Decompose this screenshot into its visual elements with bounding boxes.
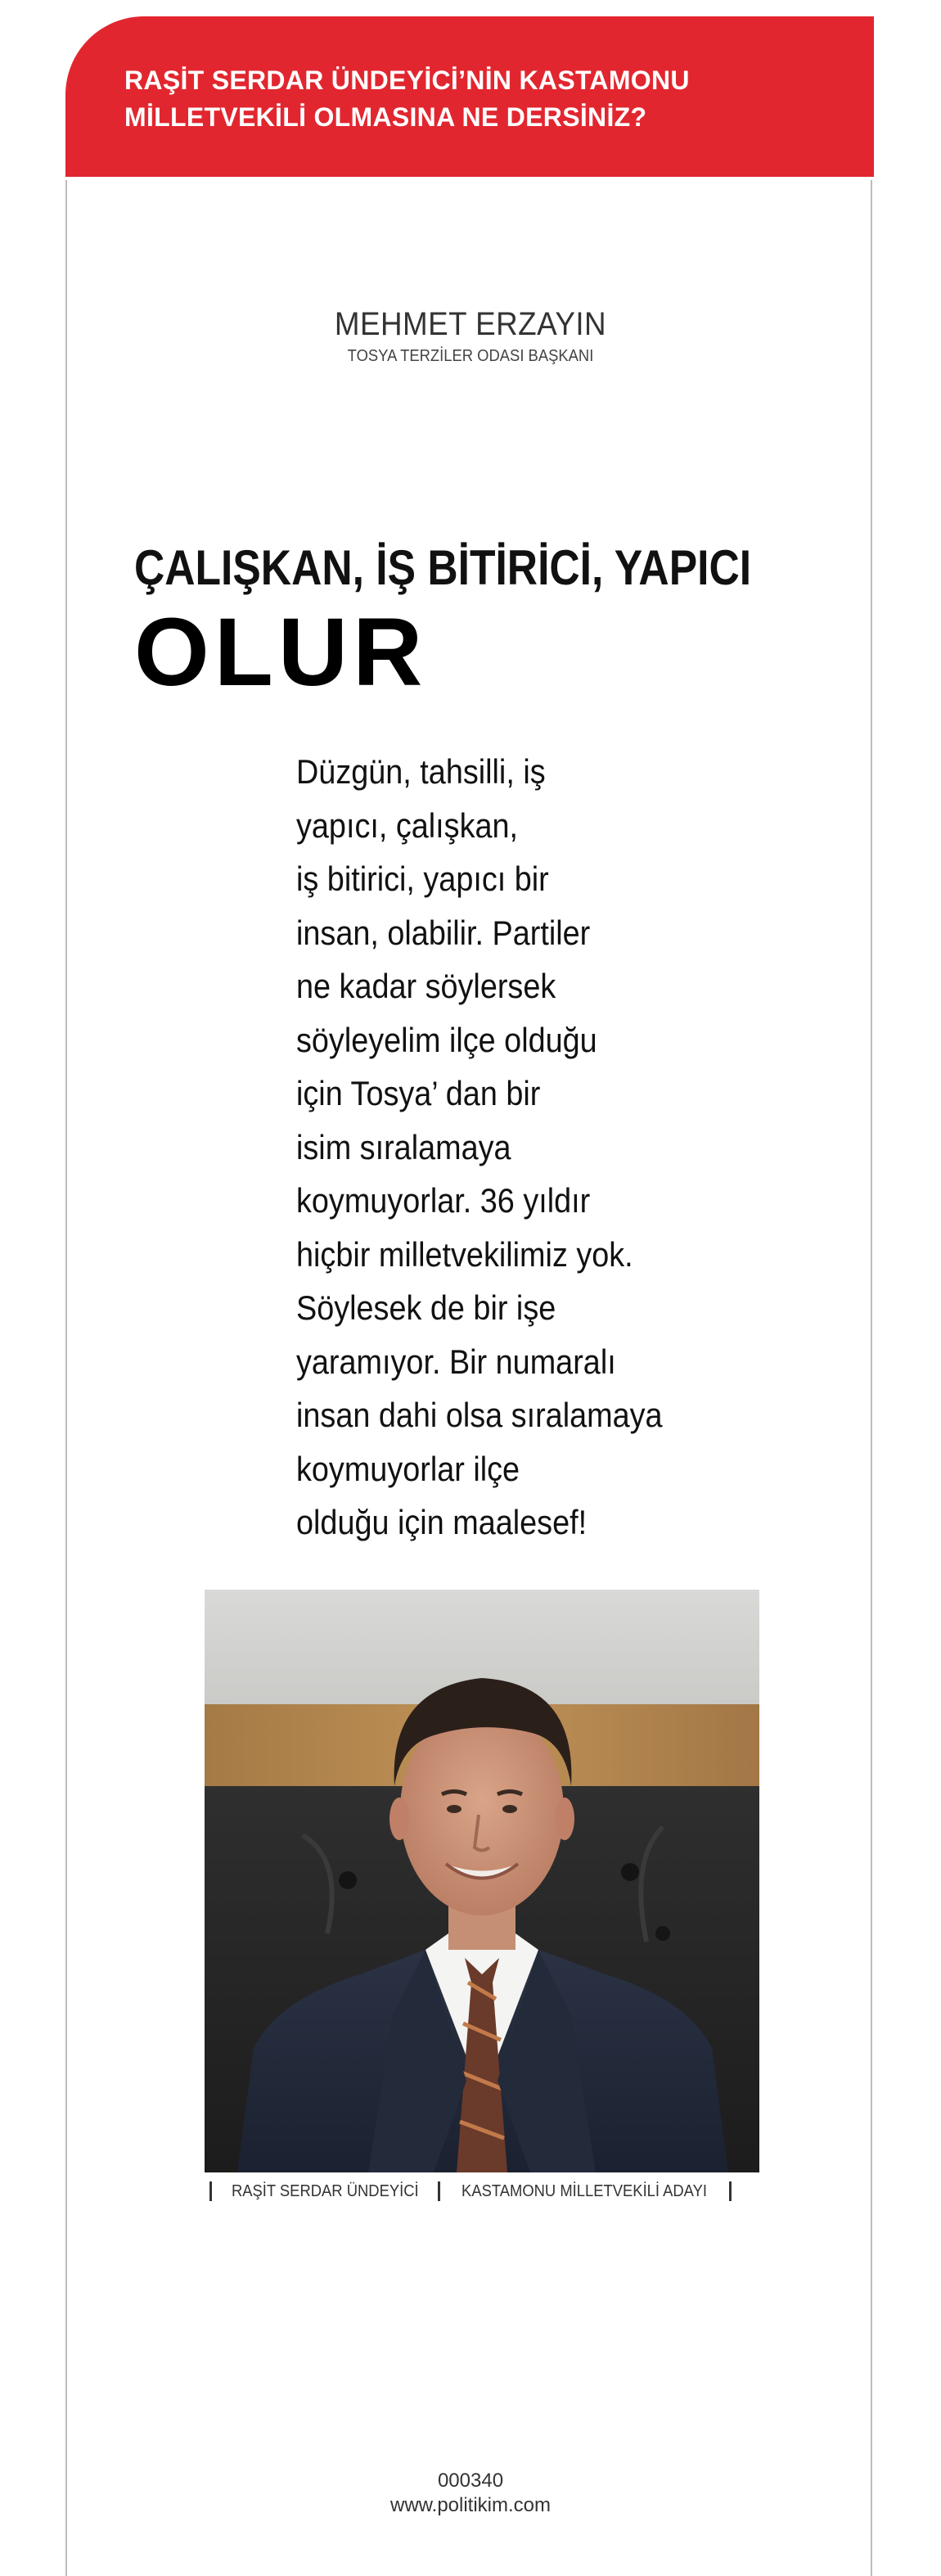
body-line: isim sıralamaya xyxy=(296,1127,511,1166)
body-line: hiçbir milletvekilimiz yok. xyxy=(296,1234,633,1274)
header-question-line-2: MİLLETVEKİLİ OLMASINA NE DERSİNİZ? xyxy=(124,102,647,132)
footer xyxy=(0,2469,941,2518)
headline-title: OLUR xyxy=(134,598,428,706)
body-line: iş bitirici, yapıcı bir xyxy=(296,859,549,898)
footer-website-link[interactable]: www.politikim.com xyxy=(389,2494,552,2516)
body-line: Düzgün, tahsilli, iş xyxy=(296,752,546,791)
body-line: koymuyorlar. 36 yıldır xyxy=(296,1181,591,1220)
caption-divider xyxy=(729,2181,732,2201)
caption-name: RAŞİT SERDAR ÜNDEYİCİ xyxy=(231,2181,419,2200)
caption-divider xyxy=(209,2181,212,2201)
portrait-photo xyxy=(205,1590,759,2172)
body-line: insan dahi olsa sıralamaya xyxy=(296,1396,663,1434)
portrait-illustration xyxy=(205,1590,759,2172)
body-line: olduğu için maalesef! xyxy=(296,1503,588,1541)
header-question xyxy=(124,62,779,136)
headline-subtitle: ÇALIŞKAN, İŞ BİTİRİCİ, YAPICI xyxy=(134,540,752,595)
header-question-line-1: RAŞİT SERDAR ÜNDEYİCİ’NİN KASTAMONU xyxy=(124,65,690,95)
body-line: yapıcı, çalışkan, xyxy=(296,805,519,845)
caption-divider xyxy=(438,2181,440,2201)
body-line: ne kadar söylersek xyxy=(296,967,556,1005)
article-body xyxy=(296,745,689,1550)
footer-code: 000340 xyxy=(437,2470,504,2492)
body-line: söyleyelim ilçe olduğu xyxy=(296,1020,597,1059)
body-line: için Tosya’ dan bir xyxy=(296,1074,541,1112)
body-line: koymuyorlar ilçe xyxy=(296,1449,520,1488)
body-line: Söylesek de bir işe xyxy=(296,1288,556,1327)
author-block xyxy=(0,305,941,367)
author-role: TOSYA TERZİLER ODASI BAŞKANI xyxy=(347,347,594,365)
body-line: insan, olabilir. Partiler xyxy=(296,913,591,952)
body-line: yaramıyor. Bir numaralı xyxy=(296,1342,616,1381)
header-banner xyxy=(65,16,874,177)
author-name: MEHMET ERZAYIN xyxy=(334,306,607,342)
photo-caption xyxy=(0,2177,941,2204)
caption-title: KASTAMONU MİLLETVEKİLİ ADAYI xyxy=(461,2181,708,2200)
